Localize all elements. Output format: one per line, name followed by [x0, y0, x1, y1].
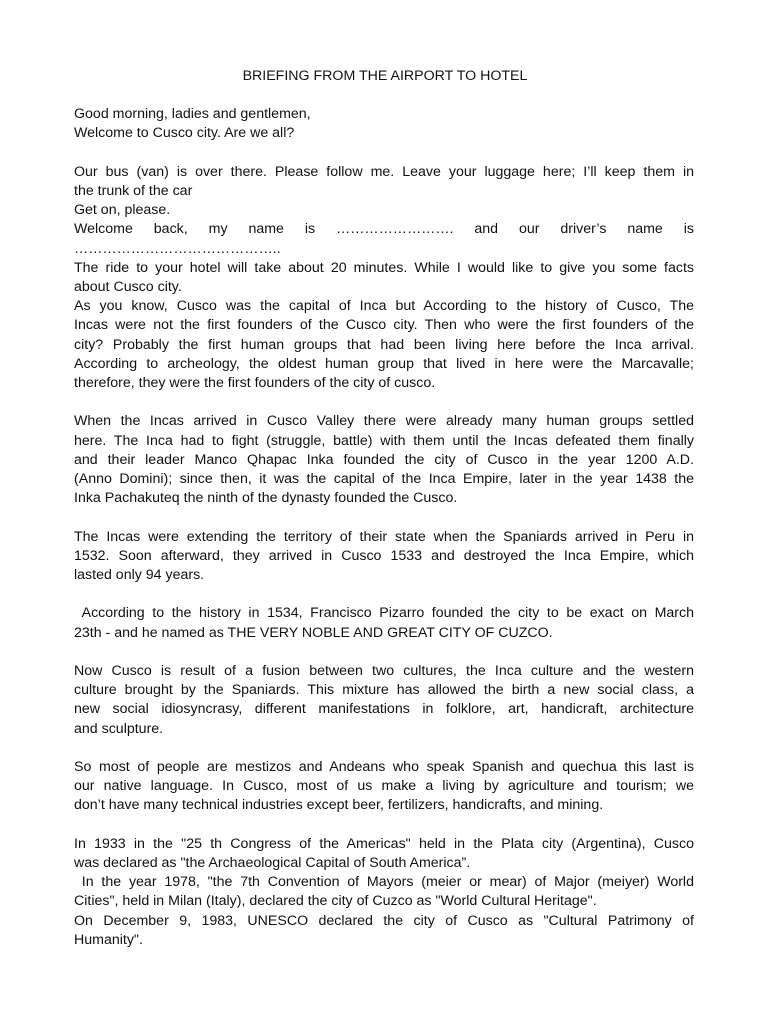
text-line: According to archeology, the oldest human group that lived in here were the Marcavalle; — [74, 355, 694, 372]
text-line: Cities", held in Milan (Italy), declared the city of Cuzco as "World Cultural Heritage". — [74, 893, 597, 910]
text-line: The Incas were extending the territory of their state when the Spaniards arrived in Peru in — [74, 528, 694, 545]
text-line: As you know, Cusco was the capital of Inca but According to the history of Cusco, The — [74, 298, 694, 315]
paragraph-gap — [74, 393, 694, 412]
text-line: Now Cusco is result of a fusion between two cultures, the Inca culture and the western — [74, 663, 694, 680]
text-line: So most of people are mestizos and Andeans who speak Spanish and quechua this last is — [74, 759, 694, 776]
text-line: According to the history in 1534, Francisco Pizarro founded the city to be exact on March — [74, 605, 694, 622]
paragraph-fusion — [74, 662, 694, 739]
text-line: When the Incas arrived in Cusco Valley there were already many human groups settled — [74, 413, 694, 430]
text-line: Welcome back, my name is ……………………. and our driver’s name is — [74, 221, 694, 238]
text-line: and sculpture. — [74, 720, 164, 737]
text-line: here. The Inca had to fight (struggle, battle) with them until the Incas defeated them finally — [74, 432, 694, 449]
paragraph-gap — [74, 144, 694, 163]
text-line: city? Probably the first human groups that had been living here before the Inca arrival. — [74, 336, 694, 353]
text-line: …………………………………….. — [74, 240, 281, 257]
document-title: BRIEFING FROM THE AIRPORT TO HOTEL — [242, 68, 528, 84]
text-line: The ride to your hotel will take about 20 minutes. While I would like to give you some facts — [74, 259, 694, 276]
text-line: new social idiosyncrasy, different manifestations in folklore, art, handicraft, architecture — [74, 701, 694, 718]
paragraph-gap — [74, 739, 694, 758]
paragraph-pizarro — [74, 604, 694, 642]
text-line: 1532. Soon afterward, they arrived in Cusco 1533 and destroyed the Inca Empire, which — [74, 547, 694, 564]
paragraph-inca-arrival — [74, 412, 694, 508]
paragraph-people — [74, 758, 694, 816]
text-line: and their leader Manco Qhapac Inka founded the city of Cusco in the year 1200 A.D. — [74, 451, 694, 468]
text-line: about Cusco city. — [74, 279, 182, 296]
text-line: don’t have many technical industries except beer, fertilizers, handicrafts, and mining. — [74, 797, 604, 814]
text-line: Get on, please. — [74, 202, 171, 219]
text-line: was declared as "the Archaeological Capital of South America”. — [74, 855, 471, 872]
greeting — [74, 105, 694, 143]
text-line: therefore, they were the first founders of the city of cusco. — [74, 375, 436, 392]
text-line: our native language. In Cusco, most of us make a living by agriculture and tourism; we — [74, 778, 694, 795]
paragraph-gap — [74, 508, 694, 527]
paragraph-declarations — [74, 835, 694, 950]
text-line: Inka Pachakuteq the ninth of the dynasty founded the Cusco. — [74, 490, 458, 507]
text-line: In the year 1978, "the 7th Convention of Mayors (meier or mear) of Major (meiyer) World — [74, 874, 694, 891]
paragraph-gap — [74, 585, 694, 604]
text-line: the trunk of the car — [74, 183, 193, 199]
text-line: On December 9, 1983, UNESCO declared the city of Cusco as "Cultural Patrimony of — [74, 912, 694, 929]
greeting-line: Good morning, ladies and gentlemen, — [74, 106, 311, 123]
intro-paragraph — [74, 163, 694, 297]
text-line: Incas were not the first founders of the Cusco city. Then who were the first founders of the — [74, 317, 694, 334]
text-line: lasted only 94 years. — [74, 567, 205, 584]
paragraph-gap — [74, 643, 694, 662]
text-line: In 1933 in the "25 th Congress of the Americas" held in the Plata city (Argentina), Cusco — [74, 835, 694, 852]
paragraph-spaniards — [74, 528, 694, 586]
paragraph-first-founders — [74, 297, 694, 393]
text-line: Our bus (van) is over there. Please follow me. Leave your luggage here; I’ll keep them in — [74, 163, 694, 180]
paragraph-gap — [74, 816, 694, 835]
text-line: culture brought by the Spaniards. This mixture has allowed the birth a new social class, a — [74, 682, 694, 699]
greeting-line: Welcome to Cusco city. Are we all? — [74, 125, 295, 142]
text-line: (Anno Domini); since then, it was the capital of the Inca Empire, later in the year 1438 the — [74, 471, 694, 488]
document-page — [74, 67, 694, 950]
text-line: Humanity". — [74, 931, 143, 948]
text-line: 23th - and he named as THE VERY NOBLE AND GREAT CITY OF CUZCO. — [74, 624, 553, 641]
